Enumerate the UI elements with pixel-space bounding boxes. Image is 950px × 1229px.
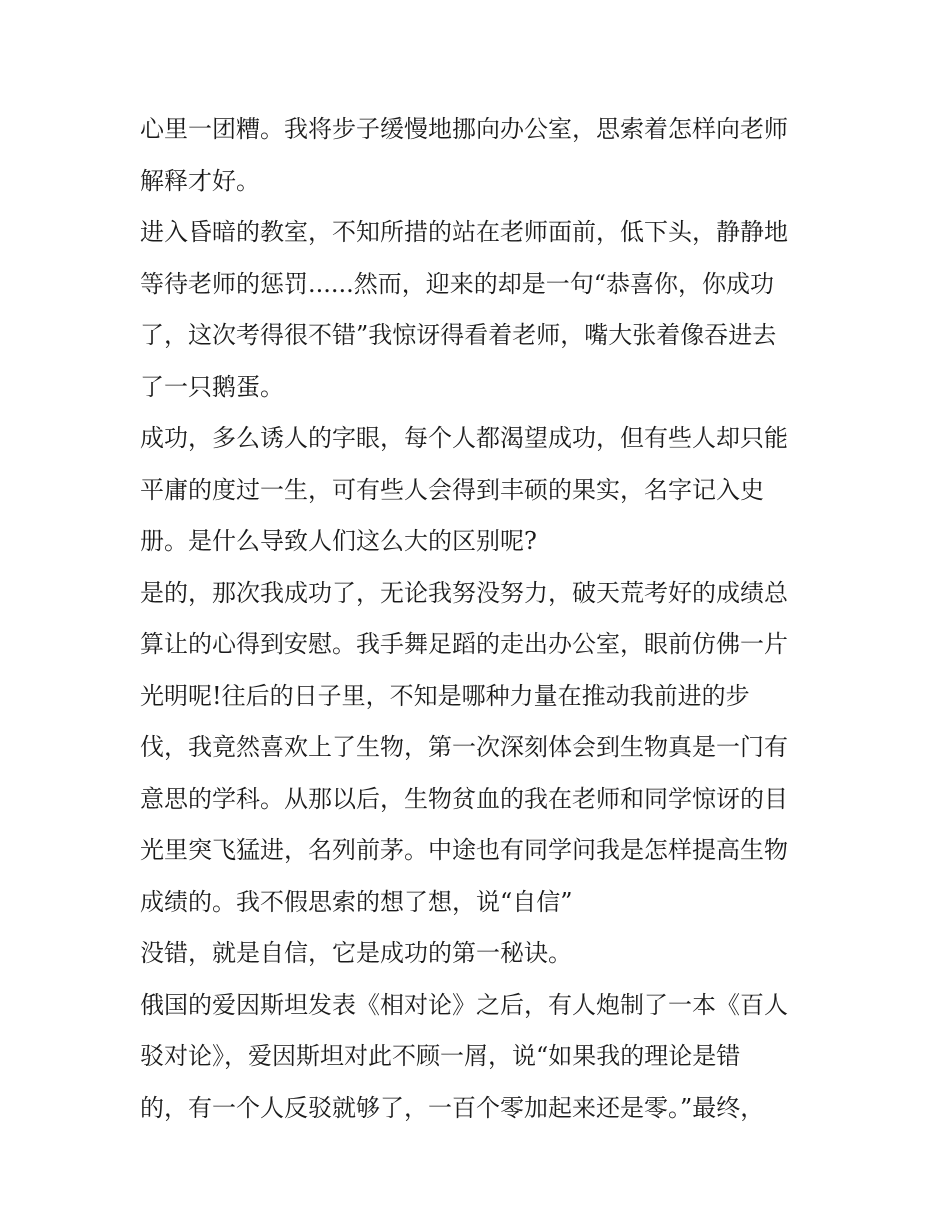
text-line: 的，有一个人反驳就够了，一百个零加起来还是零。”最终，	[140, 1093, 765, 1122]
text-line: 了一只鹅蛋。	[140, 372, 284, 401]
text-line: 光明呢!往后的日子里，不知是哪种力量在推动我前进的步	[140, 681, 750, 710]
text-line: 算让的心得到安慰。我手舞足蹈的走出办公室，眼前仿佛一片	[140, 630, 788, 658]
text-line: 平庸的度过一生，可有些人会得到丰硕的果实，名字记入史	[140, 475, 764, 504]
text-line: 等待老师的惩罚......然而，迎来的却是一句“恭喜你，你成功	[140, 269, 775, 298]
text-line: 意思的学科。从那以后，生物贫血的我在老师和同学惊讶的目	[140, 784, 788, 813]
text-line: 进入昏暗的教室，不知所措的站在老师面前，低下头，静静地	[140, 218, 788, 246]
text-line: 心里一团糟。我将步子缓慢地挪向办公室，思索着怎样向老师	[140, 115, 788, 143]
text-line: 成绩的。我不假思索的想了想，说“自信”	[140, 887, 573, 916]
text-line: 驳对论》，爱因斯坦对此不顾一屑，说“如果我的理论是错	[140, 1042, 741, 1070]
text-line: 成功，多么诱人的字眼，每个人都渴望成功，但有些人却只能	[140, 424, 788, 452]
text-line: 没错，就是自信，它是成功的第一秘诀。	[140, 939, 572, 967]
text-line: 册。是什么导致人们这么大的区别呢?	[140, 527, 537, 555]
text-line: 俄国的爱因斯坦发表《相对论》之后，有人炮制了一本《百人	[140, 990, 788, 1019]
text-line: 伐，我竟然喜欢上了生物，第一次深刻体会到生物真是一门有	[140, 733, 788, 761]
text-line: 解释才好。	[140, 166, 260, 195]
text-line: 了，这次考得很不错”我惊讶得看着老师，嘴大张着像吞进去	[140, 321, 777, 349]
body-text	[140, 104, 820, 1134]
text-line: 是的，那次我成功了，无论我努没努力，破天荒考好的成绩总	[140, 578, 788, 607]
text-line: 光里突飞猛进，名列前茅。中途也有同学问我是怎样提高生物	[140, 836, 788, 864]
